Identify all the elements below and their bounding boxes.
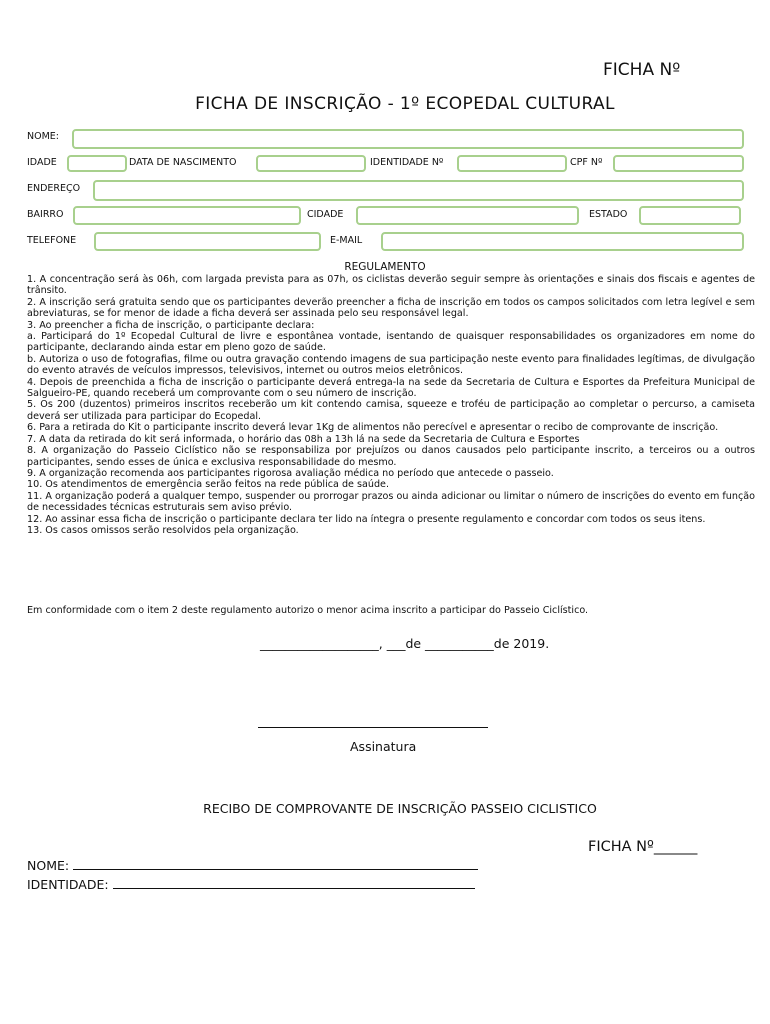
signature-label: Assinatura xyxy=(350,739,417,754)
recibo-title: RECIBO DE COMPROVANTE DE INSCRIÇÃO PASSEIO CICLISTICO xyxy=(203,801,597,816)
rule-item: 5. Os 200 (duzentos) primeiros inscritos receberão um kit contendo camisa, squeeze e troféu de participação ao completar o percurso, a camiseta deverá ser utilizada para participar do Ecopedal. xyxy=(27,399,755,422)
recibo-nome-line[interactable] xyxy=(73,857,478,870)
rule-item: 10. Os atendimentos de emergência serão feitos na rede pública de saúde. xyxy=(27,479,389,491)
recibo-identidade-line[interactable] xyxy=(113,876,475,889)
nome-input[interactable] xyxy=(74,136,742,152)
email-field[interactable] xyxy=(381,232,744,251)
signature-line xyxy=(258,713,488,728)
estado-label: ESTADO xyxy=(589,209,628,220)
rule-item: 11. A organização poderá a qualquer tempo, suspender ou prorrogar prazos ou ainda adicionar ou limitar o número de inscrições do evento em função de necessidades técnicas estruturais sem aviso prévio. xyxy=(27,490,755,514)
identidade-field[interactable] xyxy=(457,155,567,172)
rule-item: 3. Ao preencher a ficha de inscrição, o participante declara: xyxy=(27,319,315,331)
cidade-field[interactable] xyxy=(356,206,579,225)
rule-item: b. Autoriza o uso de fotografias, filme ou outra gravação contendo imagens de sua participação neste evento para finalidades legítimas, de divulgação do evento através de veículos impressos, televisivos, internet ou outros meios eletrônicos. xyxy=(27,353,755,377)
recibo-nome-label: NOME: xyxy=(27,858,70,873)
cidade-input[interactable] xyxy=(358,213,577,228)
endereco-input[interactable] xyxy=(95,186,742,203)
rule-item: 8. A organização do Passeio Ciclístico não se responsabiliza por prejuízos ou danos causados pelo participante inscrito, a terceiros ou a outros participantes, sendo esses de única e exclusiva responsabilidade do mesmo. xyxy=(27,445,755,468)
rule-item: 6. Para a retirada do Kit o participante inscrito deverá levar 1Kg de alimentos não perecível e apresentar o recibo de comprovante de inscrição. xyxy=(27,422,719,434)
page-title: FICHA DE INSCRIÇÃO - 1º ECOPEDAL CULTURAL xyxy=(195,94,615,114)
recibo-identidade-row xyxy=(27,876,475,892)
nascimento-label: DATA DE NASCIMENTO xyxy=(129,157,237,168)
regulamento-title: REGULAMENTO xyxy=(344,261,426,273)
cpf-label: CPF Nº xyxy=(570,157,603,168)
recibo-ficha-label: FICHA Nº______ xyxy=(588,839,698,855)
idade-field[interactable] xyxy=(67,155,127,172)
rule-item: 7. A data da retirada do kit será informada, o horário das 08h a 13h lá na sede da Secretaria de Cultura e Esportes xyxy=(27,433,580,445)
cpf-field[interactable] xyxy=(613,155,744,172)
rule-item: 1. A concentração será às 06h, com largada prevista para as 07h, os ciclistas deverão seguir sempre às orientações e sinais dos fiscais e agentes de trânsito. xyxy=(27,274,755,297)
rule-item: 13. Os casos omissos serão resolvidos pela organização. xyxy=(27,524,299,536)
bairro-input[interactable] xyxy=(75,213,299,228)
identidade-label: IDENTIDADE Nº xyxy=(370,157,444,168)
idade-input[interactable] xyxy=(69,163,125,176)
telefone-label: TELEFONE xyxy=(27,235,77,246)
email-label: E-MAIL xyxy=(330,235,363,246)
bairro-field[interactable] xyxy=(73,206,301,225)
rule-item: 4. Depois de preenchida a ficha de inscrição o participante deverá entrega-la na sede da Secretaria de Cultura e Esportes da Prefeitura Municipal de Salgueiro-PE, quando receberá um comprovante com o seu número de inscrição. xyxy=(27,376,755,400)
cpf-input[interactable] xyxy=(615,163,742,176)
rule-item: 12. Ao assinar essa ficha de inscrição o participante declara ter lido na íntegra o presente regulamento e concordar com todos os seus itens. xyxy=(27,513,706,525)
telefone-field[interactable] xyxy=(94,232,321,251)
email-input[interactable] xyxy=(383,239,742,254)
nome-label: NOME: xyxy=(27,131,59,142)
estado-input[interactable] xyxy=(641,213,739,228)
conformidade-text: Em conformidade com o item 2 deste regulamento autorizo o menor acima inscrito a participar do Passeio Ciclístico. xyxy=(27,605,589,616)
regulamento-list xyxy=(27,274,755,536)
ficha-number-label: FICHA Nº xyxy=(603,60,681,80)
date-line: ___________________, ___de ___________de 2019. xyxy=(260,636,550,651)
cidade-label: CIDADE xyxy=(307,209,344,220)
telefone-input[interactable] xyxy=(96,239,319,254)
endereco-field[interactable] xyxy=(93,180,744,201)
idade-label: IDADE xyxy=(27,157,57,168)
recibo-identidade-label: IDENTIDADE: xyxy=(27,877,109,892)
nascimento-field[interactable] xyxy=(256,155,366,172)
rule-item: 2. A inscrição será gratuita sendo que os participantes deverão preencher a ficha de inscrição em todos os campos solicitados com letra legível e sem abreviaturas, se for menor de idade a ficha deverá ser assinada pelo seu responsável legal. xyxy=(27,296,755,320)
rule-item: a. Participará do 1º Ecopedal Cultural de livre e espontânea vontade, isentando de quaisquer responsabilidades os organizadores em nome do participante, declarando ainda estar em pleno gozo de saúde. xyxy=(27,331,755,354)
identidade-input[interactable] xyxy=(459,163,565,176)
nascimento-input[interactable] xyxy=(258,163,364,176)
bairro-label: BAIRRO xyxy=(27,209,64,220)
estado-field[interactable] xyxy=(639,206,741,225)
nome-field[interactable] xyxy=(72,129,744,149)
rule-item: 9. A organização recomenda aos participantes rigorosa avaliação médica no período que antecede o passeio. xyxy=(27,467,554,479)
endereco-label: ENDEREÇO xyxy=(27,183,81,194)
recibo-nome-row xyxy=(27,857,478,873)
